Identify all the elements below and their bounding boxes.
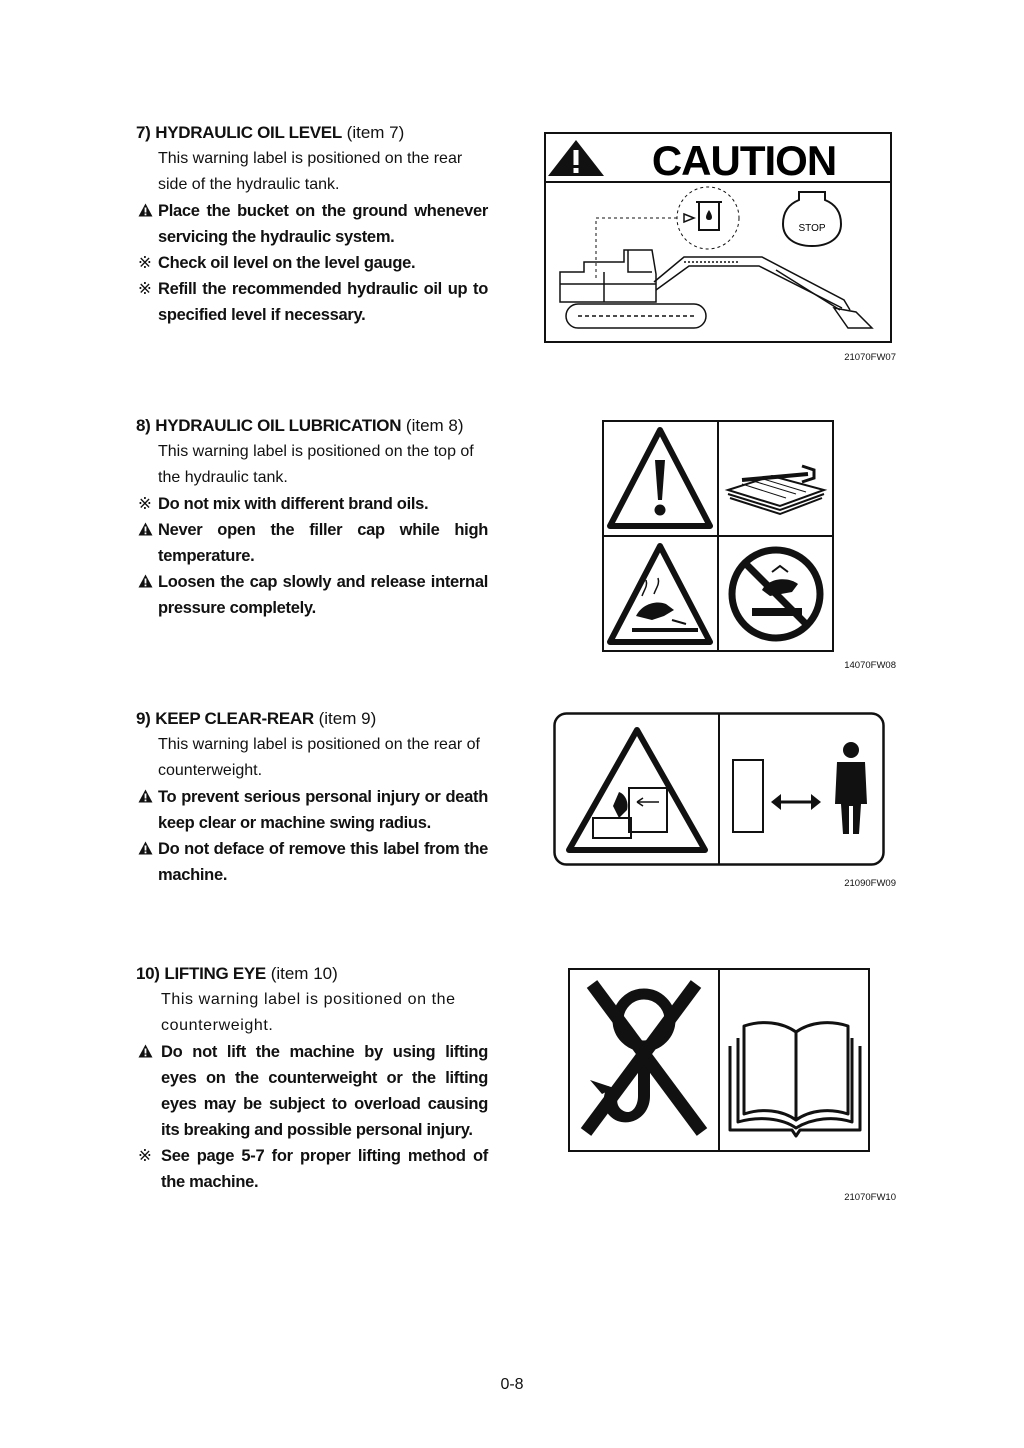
section-title: KEEP CLEAR-REAR [155, 709, 314, 728]
note-symbol: ※ [138, 280, 152, 298]
bullet-note [136, 250, 488, 276]
lifting-eye-label-figure [568, 968, 870, 1152]
section-10 [136, 961, 488, 1195]
section-description: This warning label is positioned on the rear side of the hydraulic tank. [158, 150, 463, 193]
section-7 [136, 120, 488, 328]
section-number: 10) [136, 964, 160, 983]
bullet-text: Check oil level on the level gauge. [158, 254, 416, 272]
bullet-warning [136, 517, 488, 569]
section-title: HYDRAULIC OIL LEVEL [155, 123, 342, 142]
warning-triangle-icon [138, 1039, 156, 1065]
page-number: 0-8 [500, 1376, 524, 1393]
section-8-heading [136, 413, 488, 439]
bullet-text: Refill the recommended hydraulic oil up to specified level if necessary. [158, 280, 488, 324]
section-number: 7) [136, 123, 151, 142]
section-item-ref: (item 7) [346, 123, 405, 142]
section-number: 8) [136, 416, 151, 435]
warning-triangle-icon [138, 569, 156, 595]
section-8 [136, 413, 488, 621]
warning-triangle-icon [138, 517, 156, 543]
bullet-text: Loosen the cap slowly and release internal pressure completely. [158, 573, 488, 617]
caution-label-graphic [544, 132, 892, 344]
section-description: This warning label is positioned on the counterweight. [161, 991, 456, 1034]
caution-word: CAUTION [651, 137, 837, 184]
bullet-warning [136, 198, 488, 250]
stop-word: STOP [798, 223, 826, 234]
bullet-note [136, 1143, 488, 1195]
section-title: LIFTING EYE [164, 964, 266, 983]
note-symbol: ※ [138, 495, 152, 513]
warning-triangle-icon [138, 198, 156, 224]
warning-triangle-icon [138, 784, 156, 810]
bullet-note [136, 276, 488, 328]
section-number: 9) [136, 709, 151, 728]
section-item-ref: (item 10) [270, 964, 338, 983]
bullet-text: Do not lift the machine by using lifting eyes on the counterweight or the lifting eyes may be subject to overload causing its breaking and possible personal injury. [161, 1043, 488, 1139]
section-10-heading [136, 961, 488, 987]
figure-code: 21090FW09 [844, 878, 896, 889]
note-symbol: ※ [138, 254, 152, 272]
warning-triangle-icon [138, 836, 156, 862]
section-item-ref: (item 8) [405, 416, 464, 435]
bullet-text: See page 5-7 for proper lifting method of the machine. [161, 1147, 488, 1191]
figure-code: 21070FW07 [844, 352, 896, 363]
keep-clear-label-figure [553, 712, 885, 866]
bullet-text: Do not mix with different brand oils. [158, 495, 429, 513]
caution-label-figure [544, 132, 892, 344]
section-item-ref: (item 9) [318, 709, 377, 728]
bullet-warning [136, 836, 488, 888]
bullet-note [136, 491, 488, 517]
section-description: This warning label is positioned on the rear of counterweight. [158, 736, 480, 779]
bullet-text: Place the bucket on the ground whenever servicing the hydraulic system. [158, 202, 488, 246]
bullet-warning [136, 784, 488, 836]
section-9-heading [136, 706, 488, 732]
bullet-text: Do not deface of remove this label from the machine. [158, 840, 488, 884]
bullet-warning [136, 1039, 488, 1143]
section-title: HYDRAULIC OIL LUBRICATION [155, 416, 402, 435]
figure-code: 14070FW08 [844, 660, 896, 671]
open-manual-icon [730, 1023, 860, 1136]
figure-code: 21070FW10 [844, 1192, 896, 1203]
bullet-warning [136, 569, 488, 621]
section-9 [136, 706, 488, 888]
bullet-text: To prevent serious personal injury or death keep clear or machine swing radius. [158, 788, 488, 832]
note-symbol: ※ [138, 1147, 152, 1165]
section-7-heading [136, 120, 488, 146]
section-description: This warning label is positioned on the top of the hydraulic tank. [158, 443, 474, 486]
bullet-text: Never open the filler cap while high temperature. [158, 521, 488, 565]
lubrication-label-figure [602, 420, 834, 652]
